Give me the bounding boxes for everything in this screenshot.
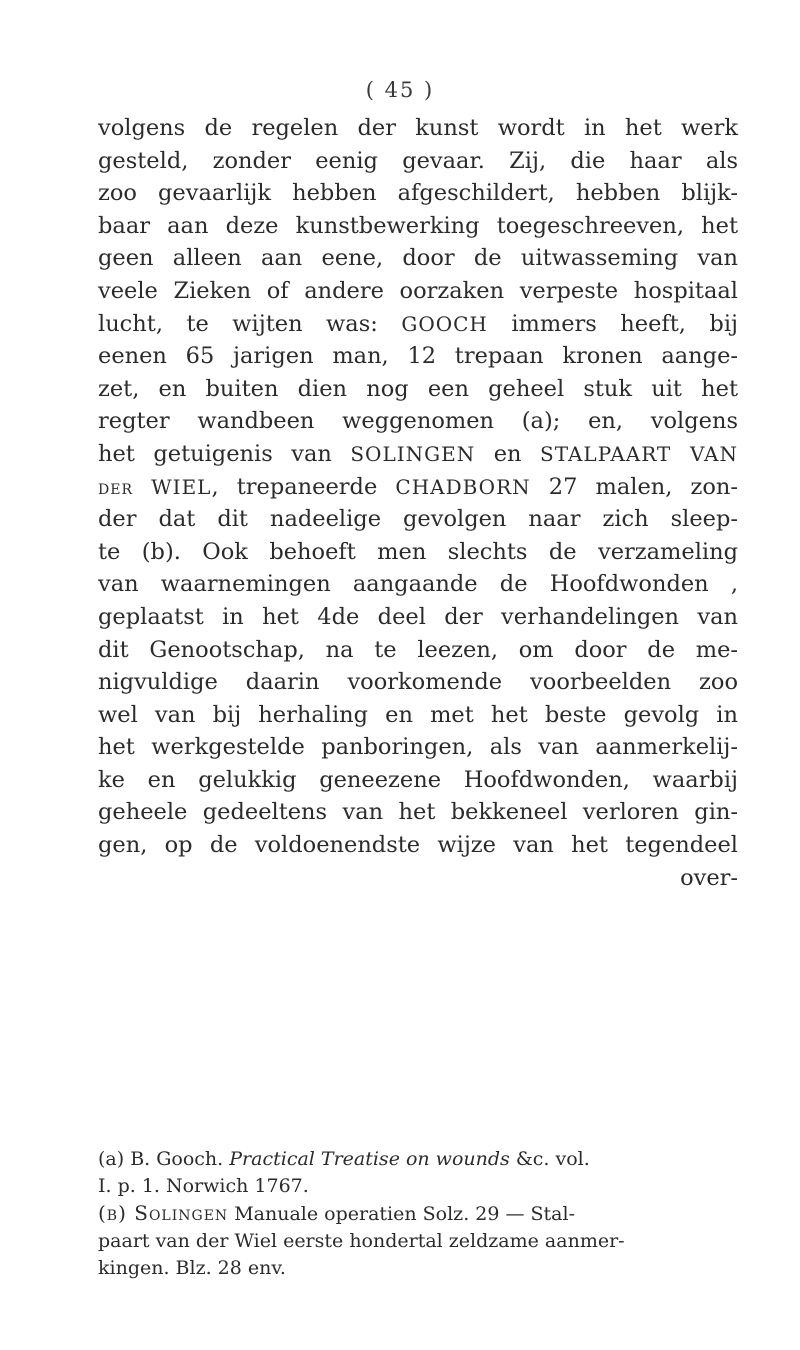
text-fragment: immers heeft, bij <box>511 310 739 337</box>
footnote-label: (a) B. Gooch. <box>98 1148 224 1170</box>
text-line: eenen 65 jarigen man, 12 trepaan kronen aange- <box>98 343 738 370</box>
text-line <box>98 438 738 471</box>
footnote-text: Manuale operatien Solz. 29 — Stal- <box>234 1203 576 1225</box>
text-line: het werkgestelde panboringen, als van aanmerkelij- <box>98 734 738 761</box>
footnote-title: Practical Treatise on wounds <box>229 1148 510 1170</box>
page-number: ( 45 ) <box>365 78 435 102</box>
author-name: der <box>98 474 133 499</box>
text-line: gen, op de voldoenendste wijze van het tegendeel <box>98 832 738 859</box>
author-name: CHADBORN <box>395 474 531 499</box>
text-line: der dat dit nadeelige gevolgen naar zich sleep- <box>98 506 738 533</box>
author-name: WIEL <box>151 474 212 499</box>
author-name: SOLINGEN <box>350 441 476 466</box>
text-fragment: 27 malen, zon- <box>548 473 739 500</box>
footnote-b <box>98 1200 738 1228</box>
text-fragment: lucht, te wijten was: <box>98 310 378 337</box>
footnote-text: &c. vol. <box>515 1148 590 1170</box>
text-line: zet, en buiten dien nog een geheel stuk uit het <box>98 375 738 402</box>
text-line: wel van bij herhaling en met het beste gevolg in <box>98 701 738 728</box>
footnotes <box>98 1146 738 1282</box>
text-line: geplaatst in het 4de deel der verhandelingen van <box>98 603 738 630</box>
text-line: nigvuldige daarin voorkomende voorbeelden zoo <box>98 669 738 696</box>
catchword: over- <box>680 864 738 891</box>
footnote-a-cont: I. p. 1. Norwich 1767. <box>98 1175 309 1197</box>
text-fragment: , trepaneerde <box>211 473 378 500</box>
footnote-b-cont: kingen. Blz. 28 env. <box>98 1257 286 1279</box>
body-text <box>98 112 738 894</box>
text-line <box>98 308 738 341</box>
text-line: zoo gevaarlijk hebben afgeschildert, hebben blijk- <box>98 180 738 207</box>
author-name: STALPAART VAN <box>540 441 738 466</box>
text-line: te (b). Ook behoeft men slechts de verzameling <box>98 538 738 565</box>
footnote-label: (b) Solingen <box>98 1201 229 1225</box>
text-line: regter wandbeen weggenomen (a); en, volgens <box>98 408 738 435</box>
text-fragment: het getuigenis van <box>98 440 332 467</box>
text-line: gesteld, zonder eenig gevaar. Zij, die haar als <box>98 147 738 174</box>
text-line: van waarnemingen aangaande de Hoofdwonden , <box>98 571 738 598</box>
text-line: veele Zieken of andere oorzaken verpeste hospitaal <box>98 277 738 304</box>
text-line: geheele gedeeltens van het bekkeneel verloren gin- <box>98 799 738 826</box>
text-line: volgens de regelen der kunst wordt in het werk <box>98 115 738 141</box>
author-name: GOOCH <box>401 311 488 336</box>
text-line: geen alleen aan eene, door de uitwasseming van <box>98 245 738 272</box>
text-fragment: en <box>493 440 522 467</box>
text-line: ke en gelukkig geneezene Hoofdwonden, waarbij <box>98 766 738 793</box>
footnote-b-cont: paart van der Wiel eerste hondertal zeldzame aanmer- <box>98 1230 625 1252</box>
text-line: baar aan deze kunstbewerking toegeschreeven, het <box>98 212 738 239</box>
text-line: dit Genootschap, na te leezen, om door de me- <box>98 636 738 663</box>
footnote-a <box>98 1146 738 1173</box>
text-line <box>98 471 738 504</box>
